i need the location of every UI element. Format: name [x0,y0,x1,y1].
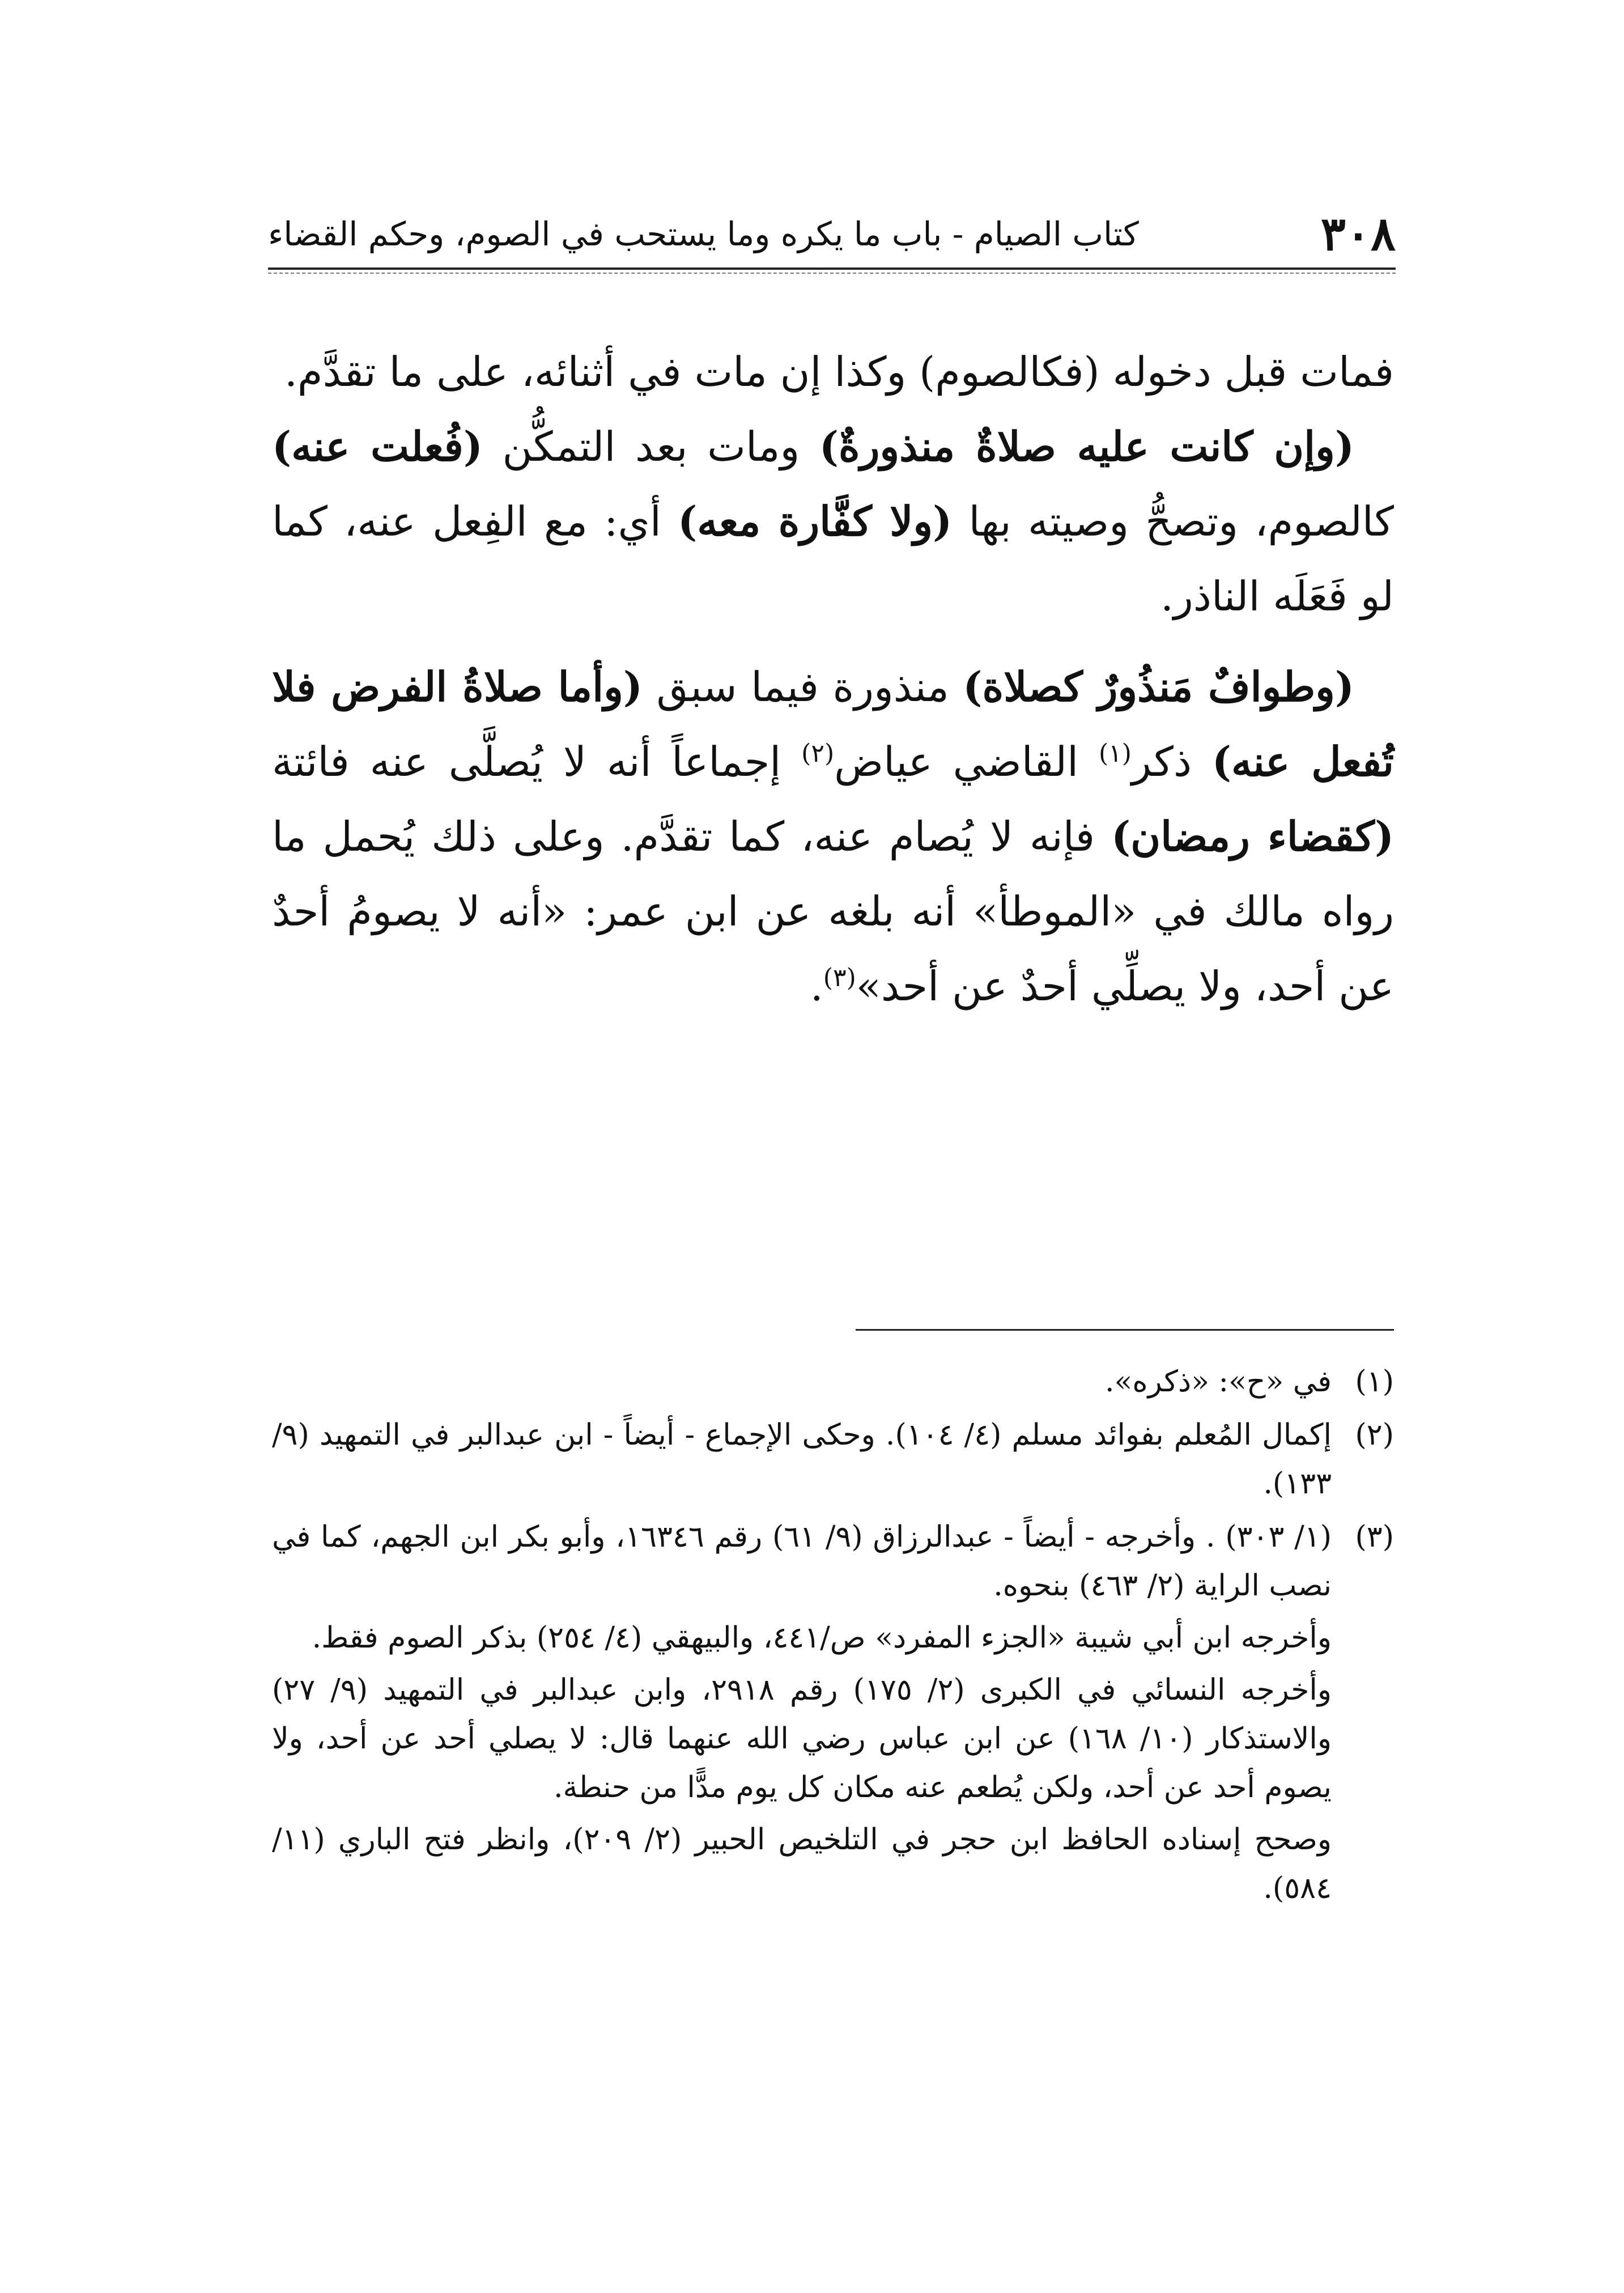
footnote-body [272,1513,1332,1913]
footnote-ref-2[interactable]: (٢) [801,739,835,768]
footnote-line: وصحح إسناده الحافظ ابن حجر في التلخيص الحبير (٢/ ٢٠٩)، وانظر فتح الباري (١١/ ٥٨٤). [272,1823,1332,1905]
footnote-line: إكمال المُعلم بفوائد مسلم (٤/ ١٠٤). وحكى الإجماع - أيضاً - ابن عبدالبر في التمهيد (٩/ ١٣٣). [272,1418,1332,1501]
paragraph-1: فمات قبل دخوله (فكالصوم) وكذا إن مات في أثنائه، على ما تقدَّم. [284,348,1394,396]
footnote-1 [272,1357,1394,1406]
footnote-line: (١/ ٣٠٣) . وأخرجه - أيضاً - عبدالرزاق (٩/ ٦١) رقم ١٦٣٤٦، وأبو بكر ابن الجهم، كما في نصب الراية (٢/ ٤٦٣) بنحوه. [272,1520,1332,1603]
page-number: ٣٠٨ [1320,207,1396,261]
bold-phrase: (وطوافٌ مَنذُورٌ كصلاة) [963,663,1354,711]
bold-phrase: (وأما صلاةُ الفرض فلا تُفعل عنه) [272,663,1394,785]
footnote-ref-3[interactable]: (٣) [823,963,856,992]
page-header [268,207,1396,261]
paragraph-text: ومات بعد التمكُّن [482,423,819,470]
footnote-number: (٢) [1355,1418,1394,1452]
footnote-line: وأخرجه ابن أبي شيبة «الجزء المفرد» ص/٤٤١، والبيهقي (٤/ ٢٥٤) بذكر الصوم فقط. [312,1621,1332,1655]
bold-phrase: (وإن كانت عليه صلاةٌ منذورةٌ) [819,422,1355,470]
paragraph-text: أي: مع الفِعل عنه، كما لو فَعَلَه الناذر. [272,498,1394,620]
bold-phrase: (كقضاء رمضان) [1111,812,1395,860]
bold-phrase: (فُعلت عنه) [272,422,483,470]
paragraph-text: ذكر [1131,738,1212,785]
footnote-separator [856,1329,1394,1331]
main-text [272,334,1394,1024]
paragraph-3 [272,649,1394,1024]
footnote-line: وأخرجه النسائي في الكبرى (٢/ ١٧٥) رقم ٢٩١٨، وابن عبدالبر في التمهيد (٩/ ٢٧) والاستذكار (١٠/ ١٦٨) عن ابن عباس رضي الله عنهما قال: لا يصلي أحد عن أحد، ولا يصوم أحد عن أحد، ولكن يُطعم عنه مكان كل يوم مدًّا من حنطة. [272,1673,1332,1804]
footnote-line: في «ح»: «ذكره». [1105,1365,1332,1399]
footnote-number: (٣) [1355,1520,1394,1554]
footnote-number: (١) [1355,1365,1394,1399]
running-title: كتاب الصيام - باب ما يكره وما يستحب في الصوم، وحكم القضاء [268,215,1139,253]
bold-phrase: (ولا كفَّارة معه) [678,497,953,545]
header-divider-dotted [268,273,1396,274]
paragraph-text: . [810,962,823,1010]
paragraph-text: فإنه لا يُصام عنه، كما تقدَّم. وعلى ذلك يُحمل ما رواه مالك في «الموطأ» أنه بلغه عن ابن عمر: «أنه لا يصومُ أحدٌ عن أحد، ولا يصلِّي أحدٌ عن أحد» [272,813,1394,1010]
footnote-3 [272,1513,1394,1913]
footnote-body [272,1411,1332,1508]
paragraph-text: كالصوم، وتصحُّ وصيته بها [952,498,1394,545]
paragraph-2 [272,409,1394,634]
paragraph-text: القاضي عياض [834,738,1099,785]
paragraph-text: إجماعاً أنه لا يُصلَّى عنه فائتة [272,738,802,785]
paragraph-text: منذورة فيما سبق [642,663,963,711]
footnotes [272,1357,1394,1917]
footnote-2 [272,1411,1394,1508]
header-divider [268,267,1396,270]
footnote-body [272,1357,1332,1406]
footnote-ref-1[interactable]: (١) [1098,739,1132,768]
